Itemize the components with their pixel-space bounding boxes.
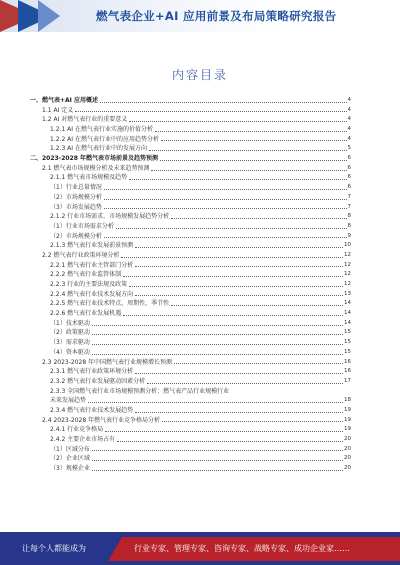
toc-page-number: 14	[344, 310, 351, 317]
toc-page-number: 6	[347, 164, 351, 171]
toc-page-number: 18	[344, 397, 351, 404]
toc-entry[interactable]	[30, 338, 351, 348]
toc-entry-label: 1.2.1 AI 在燃气表行业实施的价值分析	[50, 126, 153, 134]
table-of-contents	[30, 96, 351, 474]
toc-leader-dots	[104, 207, 347, 209]
toc-entry[interactable]	[30, 416, 351, 426]
toc-leader-dots	[135, 411, 343, 413]
toc-entry-label: 一、燃气表+AI 应用概述	[30, 96, 98, 104]
toc-leader-dots	[123, 275, 343, 277]
toc-entry[interactable]	[30, 174, 351, 184]
toc-title: 内容目录	[171, 68, 228, 82]
toc-leader-dots	[171, 304, 343, 306]
toc-leader-dots	[155, 130, 347, 132]
toc-leader-dots	[147, 382, 343, 384]
toc-page-number: 4	[347, 126, 351, 133]
toc-entry-label: 2.3 2023-2028 年中国燃气表行业规模增长预测	[42, 358, 173, 366]
toc-leader-dots	[92, 459, 343, 461]
toc-leader-dots	[135, 372, 343, 374]
toc-entry-label: 2.2.3 行业的主要法规及政策	[50, 281, 128, 289]
toc-entry[interactable]	[30, 251, 351, 261]
toc-leader-dots	[88, 401, 343, 403]
toc-leader-dots	[135, 294, 343, 296]
toc-entry-label: 1.2 AI 对燃气表行业的重要意义	[42, 116, 128, 124]
toc-leader-dots	[92, 343, 343, 345]
toc-entry-label: 2.4 2023-2028 年燃气表行业竞争格局分析	[42, 416, 161, 424]
toc-page-number: 4	[347, 106, 351, 113]
toc-entry[interactable]	[30, 377, 351, 387]
toc-entry[interactable]	[30, 406, 351, 416]
toc-leader-dots	[171, 217, 346, 219]
toc-entry[interactable]	[30, 280, 351, 290]
toc-leader-dots	[135, 265, 343, 267]
toc-page-number: 12	[344, 251, 351, 258]
toc-entry-label: 2.4.2 主要企业市场占有	[50, 436, 116, 444]
page-header	[0, 0, 400, 32]
toc-page-number: 15	[344, 348, 351, 355]
toc-page-number: 19	[344, 406, 351, 413]
toc-entry-label: 2.2.6 燃气表行业发展机遇	[50, 310, 122, 318]
toc-leader-dots	[104, 236, 347, 238]
toc-leader-dots	[129, 285, 343, 287]
toc-entry-label: 二、2023-2028 年燃气表市场前景及趋势预测	[30, 155, 158, 163]
toc-leader-dots	[151, 169, 346, 171]
toc-entry-label: （1）行业总量情况	[50, 184, 102, 192]
toc-entry[interactable]	[30, 115, 351, 125]
toc-leader-dots	[129, 120, 346, 122]
toc-leader-dots	[162, 420, 343, 422]
toc-leader-dots	[121, 256, 343, 258]
toc-leader-dots	[135, 246, 343, 248]
toc-page-number: 10	[344, 242, 351, 249]
toc-page-number: 4	[347, 116, 351, 123]
footer-slogan-left: 让每个人都能成为	[22, 544, 86, 553]
toc-entry[interactable]	[30, 435, 351, 445]
toc-entry-label: （3）需求驱动	[50, 339, 90, 347]
toc-entry-label: 2.1.1 燃气表市场规模及趋势	[50, 174, 128, 182]
toc-entry[interactable]	[30, 445, 351, 455]
toc-page-number: 12	[344, 271, 351, 278]
toc-entry-label: 2.3.3 全国燃气表行业市场规模预测分析：燃气表产品行业规模行业	[50, 387, 230, 395]
toc-leader-dots	[92, 449, 343, 451]
toc-page-number: 13	[344, 290, 351, 297]
toc-leader-dots	[174, 362, 343, 364]
toc-entry-label: 2.2.2 燃气表行业监管体制	[50, 271, 122, 279]
toc-entry-label: 1.2.2 AI 在燃气表行业中的应用趋势分析	[50, 135, 159, 143]
toc-entry[interactable]	[30, 367, 351, 377]
footer-slogan-right: 行业专家、管理专家、咨询专家、战略专家、成功企业家……	[134, 544, 350, 553]
toc-entry-label: 未来发展趋势	[50, 397, 87, 405]
toc-page-number: 15	[344, 329, 351, 336]
toc-page-number: 19	[344, 416, 351, 423]
toc-entry[interactable]	[30, 241, 351, 251]
toc-entry-label: （1）区域分布	[50, 445, 90, 453]
toc-entry-continuation[interactable]	[30, 396, 351, 406]
toc-entry[interactable]	[30, 222, 351, 232]
toc-page-number: 20	[344, 436, 351, 443]
toc-page-number: 12	[344, 281, 351, 288]
toc-entry[interactable]	[30, 154, 351, 164]
toc-leader-dots	[161, 139, 347, 141]
toc-entry[interactable]	[30, 144, 351, 154]
toc-page-number: 12	[344, 261, 351, 268]
toc-entry[interactable]	[30, 135, 351, 145]
toc-entry-label: 2.1.2 行业市场需求，市场规模发展趋势分析	[50, 213, 170, 221]
toc-page-number: 8	[347, 213, 351, 220]
toc-entry-label: 1.1 AI 定义	[42, 106, 74, 114]
toc-leader-dots	[116, 227, 347, 229]
toc-page-number: 6	[347, 174, 351, 181]
toc-leader-dots	[92, 469, 343, 471]
toc-entry-label: 2.3.2 燃气表行业发展驱动因素分析	[50, 377, 146, 385]
toc-entry-label: 2.1 燃气表市场规模分析及未来趋势预测	[42, 164, 150, 172]
toc-leader-dots	[92, 333, 343, 335]
toc-page-number: 7	[347, 203, 351, 210]
toc-page-number: 6	[347, 155, 351, 162]
toc-page-number: 4	[347, 135, 351, 142]
toc-entry-label: 2.2.5 燃气表行业技术特点，周期性，季节性	[50, 300, 170, 308]
toc-leader-dots	[160, 159, 347, 161]
toc-leader-dots	[117, 440, 343, 442]
toc-entry[interactable]	[30, 464, 351, 474]
toc-leader-dots	[75, 110, 346, 112]
report-title: 燃气表企业+AI 应用前景及布局策略研究报告	[96, 9, 337, 23]
header-chevron-light	[38, 0, 60, 32]
toc-entry[interactable]	[30, 96, 351, 106]
toc-entry[interactable]	[30, 319, 351, 329]
toc-entry-label: （1）行业市场需求分析	[50, 222, 114, 230]
toc-page-number: 4	[347, 96, 351, 103]
toc-page-number: 9	[347, 232, 351, 239]
toc-entry[interactable]	[30, 454, 351, 464]
toc-entry[interactable]	[30, 309, 351, 319]
toc-leader-dots	[149, 149, 347, 151]
toc-entry[interactable]	[30, 193, 351, 203]
toc-page-number: 5	[347, 145, 351, 152]
toc-leader-dots	[104, 188, 347, 190]
toc-leader-dots	[105, 430, 343, 432]
toc-entry[interactable]	[30, 261, 351, 271]
toc-entry-label: （2）企业区域	[50, 455, 90, 463]
toc-page-number: 20	[344, 465, 351, 472]
toc-entry[interactable]	[30, 358, 351, 368]
toc-leader-dots	[123, 314, 343, 316]
toc-entry[interactable]	[30, 125, 351, 135]
toc-entry-label: （3）规模企业	[50, 465, 90, 473]
toc-entry[interactable]	[30, 290, 351, 300]
toc-entry[interactable]	[30, 106, 351, 116]
toc-entry-label: 2.3.4 燃气表行业技术发展趋势	[50, 406, 134, 414]
toc-entry[interactable]	[30, 329, 351, 339]
toc-page-number: 14	[344, 319, 351, 326]
toc-entry[interactable]	[30, 299, 351, 309]
toc-entry-label: （3）市场发展趋势	[50, 203, 102, 211]
toc-page-number: 14	[344, 300, 351, 307]
toc-leader-dots	[129, 178, 346, 180]
toc-page-number: 16	[344, 368, 351, 375]
toc-entry[interactable]	[30, 348, 351, 358]
toc-entry-label: （4）资本驱动	[50, 348, 90, 356]
toc-page-number: 20	[344, 455, 351, 462]
toc-entry-label: （2）政策驱动	[50, 329, 90, 337]
toc-page-number: 19	[344, 426, 351, 433]
toc-entry-label: 1.2.3 AI 在燃气表行业中的发展方向	[50, 145, 147, 153]
toc-page-number: 17	[344, 377, 351, 384]
toc-leader-dots	[104, 198, 347, 200]
toc-leader-dots	[100, 101, 347, 103]
toc-leader-dots	[92, 324, 343, 326]
toc-entry-label: 2.2 燃气表行业政策环境分析	[42, 251, 120, 259]
toc-entry-label: （1）技术驱动	[50, 319, 90, 327]
toc-entry[interactable]	[30, 212, 351, 222]
toc-page-number: 20	[344, 445, 351, 452]
toc-page-number: 16	[344, 358, 351, 365]
toc-entry-label: （2）市场规模分析	[50, 232, 102, 240]
toc-entry-label: 2.2.1 燃气表行业主管部门分析	[50, 261, 134, 269]
toc-page-number: 6	[347, 184, 351, 191]
toc-page-number: 15	[344, 339, 351, 346]
toc-entry[interactable]	[30, 425, 351, 435]
toc-entry[interactable]	[30, 164, 351, 174]
toc-entry[interactable]	[30, 203, 351, 213]
toc-entry-label: （2）市场规模分析	[50, 193, 102, 201]
toc-entry-label: 2.2.4 燃气表行业技术发展方向	[50, 290, 134, 298]
toc-page-number: 7	[347, 193, 351, 200]
toc-leader-dots	[92, 353, 343, 355]
toc-entry[interactable]	[30, 387, 351, 397]
toc-entry[interactable]	[30, 270, 351, 280]
toc-page-number: 8	[347, 222, 351, 229]
page-footer	[0, 532, 400, 565]
toc-entry-label: 2.4.1 行业竞争格局	[50, 426, 104, 434]
toc-entry-label: 2.3.1 燃气表行业政策环境分析	[50, 368, 134, 376]
toc-entry[interactable]	[30, 183, 351, 193]
toc-entry-label: 2.1.3 燃气表行业发展前景预测	[50, 242, 134, 250]
toc-entry[interactable]	[30, 232, 351, 242]
